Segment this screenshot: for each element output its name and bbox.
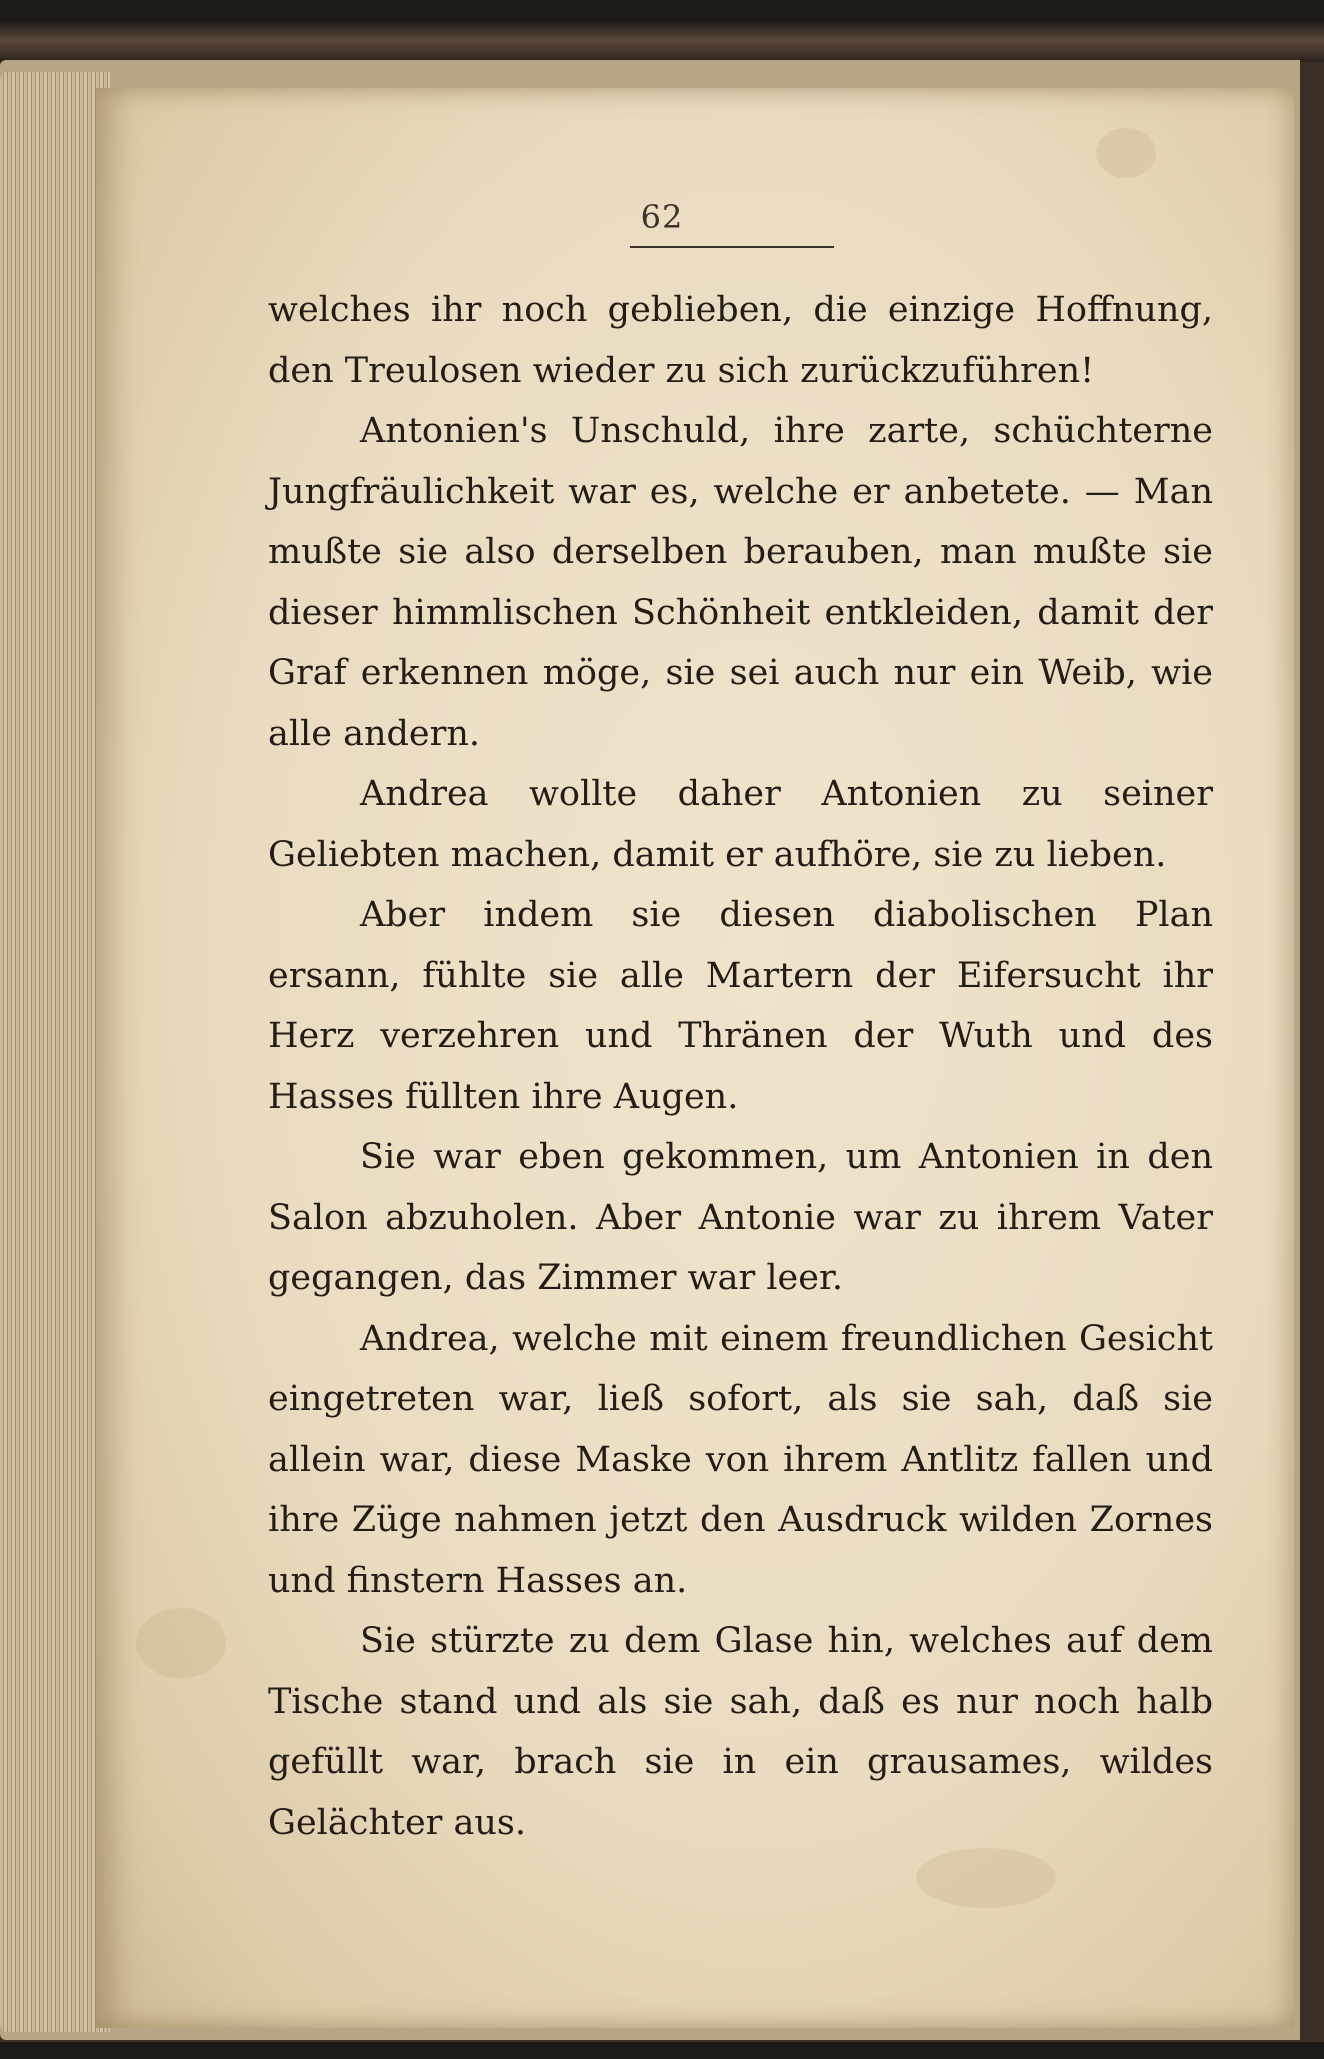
paragraph: Andrea, welche mit einem freundlichen Gesicht eingetreten war, ließ sofort, als sie sah, daß sie allein war, diese Maske von ihrem Antlitz fallen und ihre Züge nahmen jetzt den Ausdruck wilden Zornes und finstern Hasses an. [268,1318,1213,1601]
paper-stain [1096,128,1156,178]
page-fore-edge [0,72,110,2032]
paragraph: Sie war eben gekommen, um Antonien in den Salon abzuholen. Aber Antonie war zu ihrem Vater gegangen, das Zimmer war leer. [268,1137,1213,1298]
page-text [268,280,1213,1853]
paragraph: welches ihr noch geblieben, die einzige Hoffnung, den Treulosen wieder zu sich zurückzuführen! [268,290,1213,391]
paragraph: Sie stürzte zu dem Glase hin, welches auf dem Tische stand und als sie sah, daß es nur noch halb gefüllt war, brach sie in ein grausames, wildes Gelächter aus. [268,1621,1213,1843]
paper-stain [916,1848,1056,1908]
paragraph: Andrea wollte daher Antonien zu seiner Geliebten machen, damit er aufhöre, sie zu lieben. [268,774,1213,875]
book-top-edge [0,22,1324,62]
paper-stain [136,1608,226,1678]
paragraph: Aber indem sie diesen diabolischen Plan ersann, fühlte sie alle Martern der Eifersucht ihr Herz verzehren und Thränen der Wuth und des Hasses füllten ihre Augen. [268,895,1213,1117]
paragraph: Antonien's Unschuld, ihre zarte, schüchterne Jungfräulichkeit war es, welche er anbetete. — Man mußte sie also derselben berauben, man mußte sie dieser himmlischen Schönheit entkleiden, damit der Graf erkennen möge, sie sei auch nur ein Weib, wie alle andern. [268,411,1213,754]
page-number-rule [630,246,834,248]
page-number: 62 [640,198,684,236]
